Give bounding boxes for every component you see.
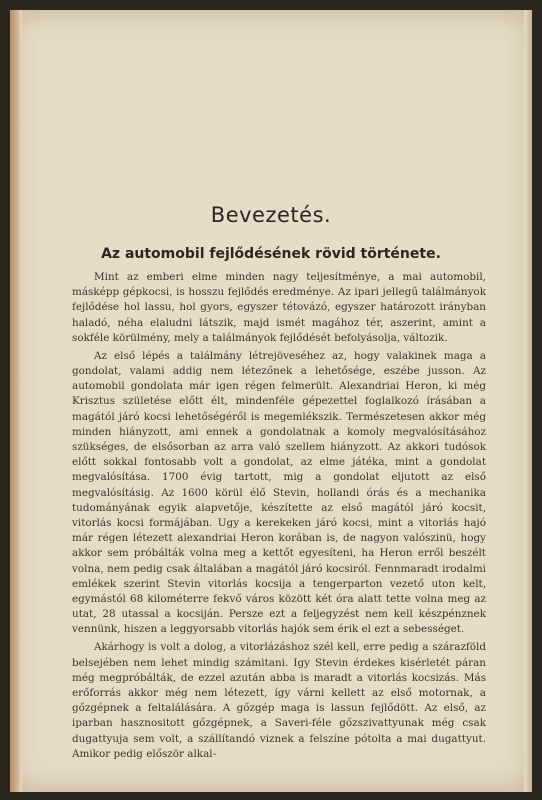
- chapter-subtitle: Az automobil fejlődésének rövid története.: [101, 246, 441, 262]
- paragraph-1: Mint az emberi elme minden nagy teljesítménye, a mai automobil, másképp gépkocsi, is hosszu fejlődés eredménye. Az ipari jellegű találmányok fejlődése hol lassu, hol gyors, egyszer tétovázó, egyszer határozott irányban haladó, néha elaludni látszik, majd ismét magához tér, aszerint, amint a sokféle körülmény, mely a találmányok fejlődését befolyásolja, változik.: [72, 271, 486, 344]
- paragraph-2: Az első lépés a találmány létrejöveséhez az, hogy valakinek maga a gondolat, valami addig nem létezőnek a lehetősége, eszébe jusson. Az automobil gondolata már igen régen felmerült. Alexandriai Heron, ki még Krisztus születése előtt élt, mindenféle gépezettel foglalkozó írásában a magától járó kocsi lehetőségéről is megemlékszik. Természetesen akkor még minden hiányzott, ami ennek a gondolatnak a komoly megvalósításához szükséges, de elsősorban az arra való szellem hiányzott. Az akkori tudósok előtt sokkal fontosabb volt a gondolat, az elme játéka, mint a gondolat megvalósítása. 1700 évig tartott, mig a gondolat eljutott az első megvalósításig. Az 1600 körül élő Stevin, hollandi órás és a mechanika tudományának egyik alapvetője, készítette az első magától járó kocsit, vitorlás kocsi formájában. Ugy a kerekeken járó kocsi, mint a vitorlás hajó már régen létezett alexandriai Heron korában is, de nagyon valószinü, hogy akkor sem próbálták volna meg a kettőt egyesíteni, ha Heron erről beszélt volna, nem pedig csak általában a magától járó kocsiról. Fennmaradt irodalmi emlékek szerint Stevin vitorlás kocsija a tengerparton vezető uton kelt, egymástól 68 kilométerre fekvő város között két óra alatt tette volna meg az utat, 28 utassal a kocsiján. Persze ezt a feljegyzést nem kell készpénznek vennünk, hiszen a leggyorsabb vitorlás hajók sem érik el ezt a sebességet.: [72, 349, 486, 636]
- paragraph-3: Akárhogy is volt a dolog, a vitorlázáshoz szél kell, erre pedig a szárazföld belsejében nem lehet mindig számitani. Igy Stevin érdekes kisérletét páran még megpróbálták, de ezzel azután abba is maradt a vitorlás kocsizás. Más erőforrás akkor még nem létezett, így várni kellett az első motornak, a gőzgépnek a feltalálására. A gőzgép maga is lassun fejlődött. Az első, az iparban hasznositott gőzgépnek, a Saveri-féle gőzszivattyunak még csak dugattyuja sem volt, a szállítandó viznek a felszíne pótolta a mai dugattyut. Amikor pedig először alkal-: [72, 641, 486, 760]
- body-text: [72, 270, 486, 765]
- page-edge: [524, 10, 532, 792]
- chapter-title: Bevezetés.: [210, 203, 332, 227]
- page-spine: [10, 10, 22, 792]
- book-page: [10, 10, 532, 792]
